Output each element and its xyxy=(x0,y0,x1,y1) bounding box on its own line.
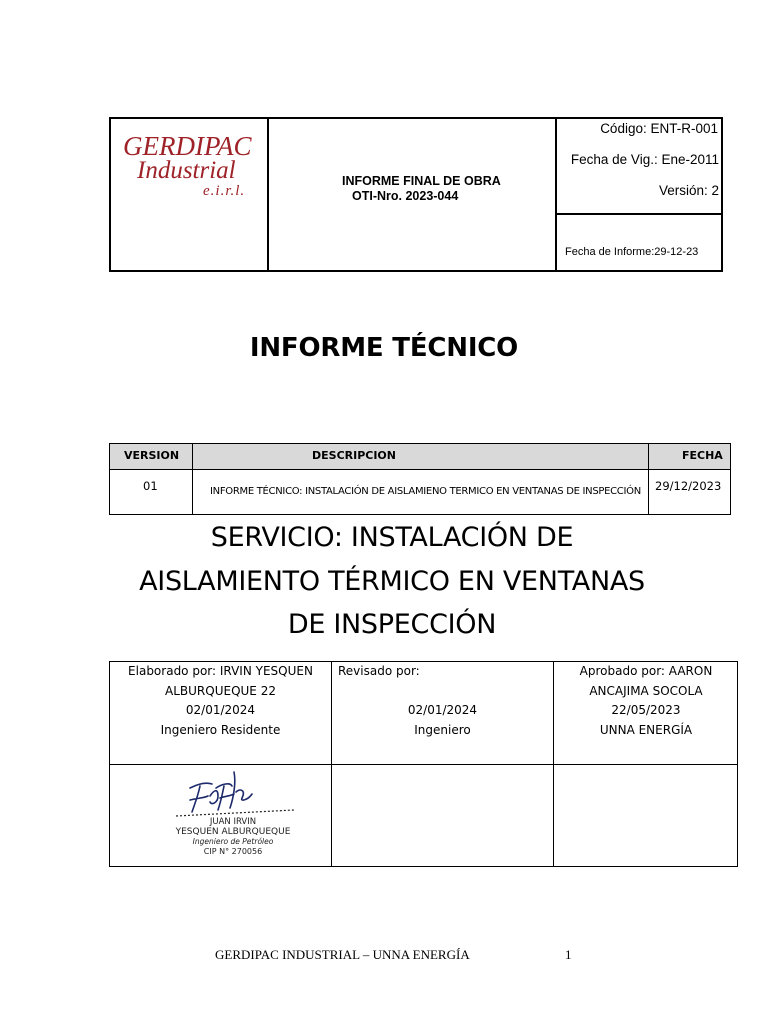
row-date: 29/12/2023 xyxy=(655,479,722,493)
reviewed-by-date: 02/01/2024 xyxy=(407,703,478,717)
stamp-line4: CIP N° 270056 xyxy=(203,846,263,856)
document-header-table xyxy=(109,117,723,272)
service-title-line3: DE INSPECCIÓN xyxy=(287,609,497,640)
approval-row-divider xyxy=(110,764,737,765)
page-number: 1 xyxy=(565,947,572,962)
report-number: OTI-Nro. 2023-044 xyxy=(352,189,459,203)
stamp-line3: Ingeniero de Petróleo xyxy=(192,837,274,846)
stamp-line1: JUAN IRVIN xyxy=(209,817,257,827)
service-title-line1: SERVICIO: INSTALACIÓN DE xyxy=(210,522,574,553)
logo-line3: e.i.r.l. xyxy=(203,183,246,199)
stamp-line2: YESQUEN ALBURQUEQUE xyxy=(175,826,291,837)
version-header: VERSION xyxy=(124,449,180,462)
version-col-divider-2 xyxy=(648,444,649,514)
header-divider-1 xyxy=(267,119,269,270)
service-title-line2: AISLAMIENTO TÉRMICO EN VENTANAS xyxy=(139,565,645,597)
reviewed-by-cell xyxy=(332,662,553,740)
date-header: FECHA xyxy=(682,449,723,462)
row-version: 01 xyxy=(143,479,158,493)
signature-block xyxy=(168,766,298,858)
reviewed-by-label: Revisado por: xyxy=(338,664,420,678)
description-header: DESCRIPCION xyxy=(312,449,396,462)
page-title: INFORME TÉCNICO xyxy=(249,333,519,363)
report-date: Fecha de Informe:29-12-23 xyxy=(565,246,699,258)
approved-by-cell xyxy=(554,662,738,740)
logo-line1: GERDIPAC xyxy=(123,131,252,161)
service-title xyxy=(0,516,768,647)
prepared-by-role: Ingeniero Residente xyxy=(160,722,281,737)
validity-date: Fecha de Vig.: Ene-2011 xyxy=(570,152,719,167)
reviewed-by-role: Ingeniero xyxy=(414,722,471,737)
approved-by-company: UNNA ENERGÍA xyxy=(599,722,693,737)
version-table-header xyxy=(110,444,730,470)
approved-by-name-1: Aprobado por: AARON xyxy=(579,664,713,678)
report-type-title: INFORME FINAL DE OBRA xyxy=(342,174,501,188)
handwritten-signature xyxy=(176,766,296,822)
engineer-stamp xyxy=(168,818,298,856)
approved-by-name-2: ANCAJIMA SOCOLA xyxy=(589,683,703,698)
version-col-divider-1 xyxy=(192,444,193,514)
logo-line2: Industrial xyxy=(137,157,236,184)
row-description: INFORME TÉCNICO: INSTALACIÓN DE AISLAMIENO TERMICO EN VENTANAS DE INSPECCIÓN xyxy=(210,486,641,497)
footer-text: GERDIPAC INDUSTRIAL – UNNA ENERGÍA xyxy=(215,947,470,962)
header-divider-2 xyxy=(555,119,557,270)
document-version: Versión: 2 xyxy=(658,183,719,198)
prepared-by-date: 02/01/2024 xyxy=(185,703,256,717)
document-code: Código: ENT-R-001 xyxy=(600,121,718,136)
prepared-by-cell xyxy=(110,662,331,740)
company-logo xyxy=(121,127,261,207)
approved-by-date: 22/05/2023 xyxy=(611,703,681,717)
prepared-by-name-1: Elaborado por: IRVIN YESQUEN xyxy=(128,664,313,678)
prepared-by-name-2: ALBURQUEQUE 22 xyxy=(165,683,276,698)
version-table xyxy=(109,443,731,515)
header-divider-3 xyxy=(557,213,721,215)
